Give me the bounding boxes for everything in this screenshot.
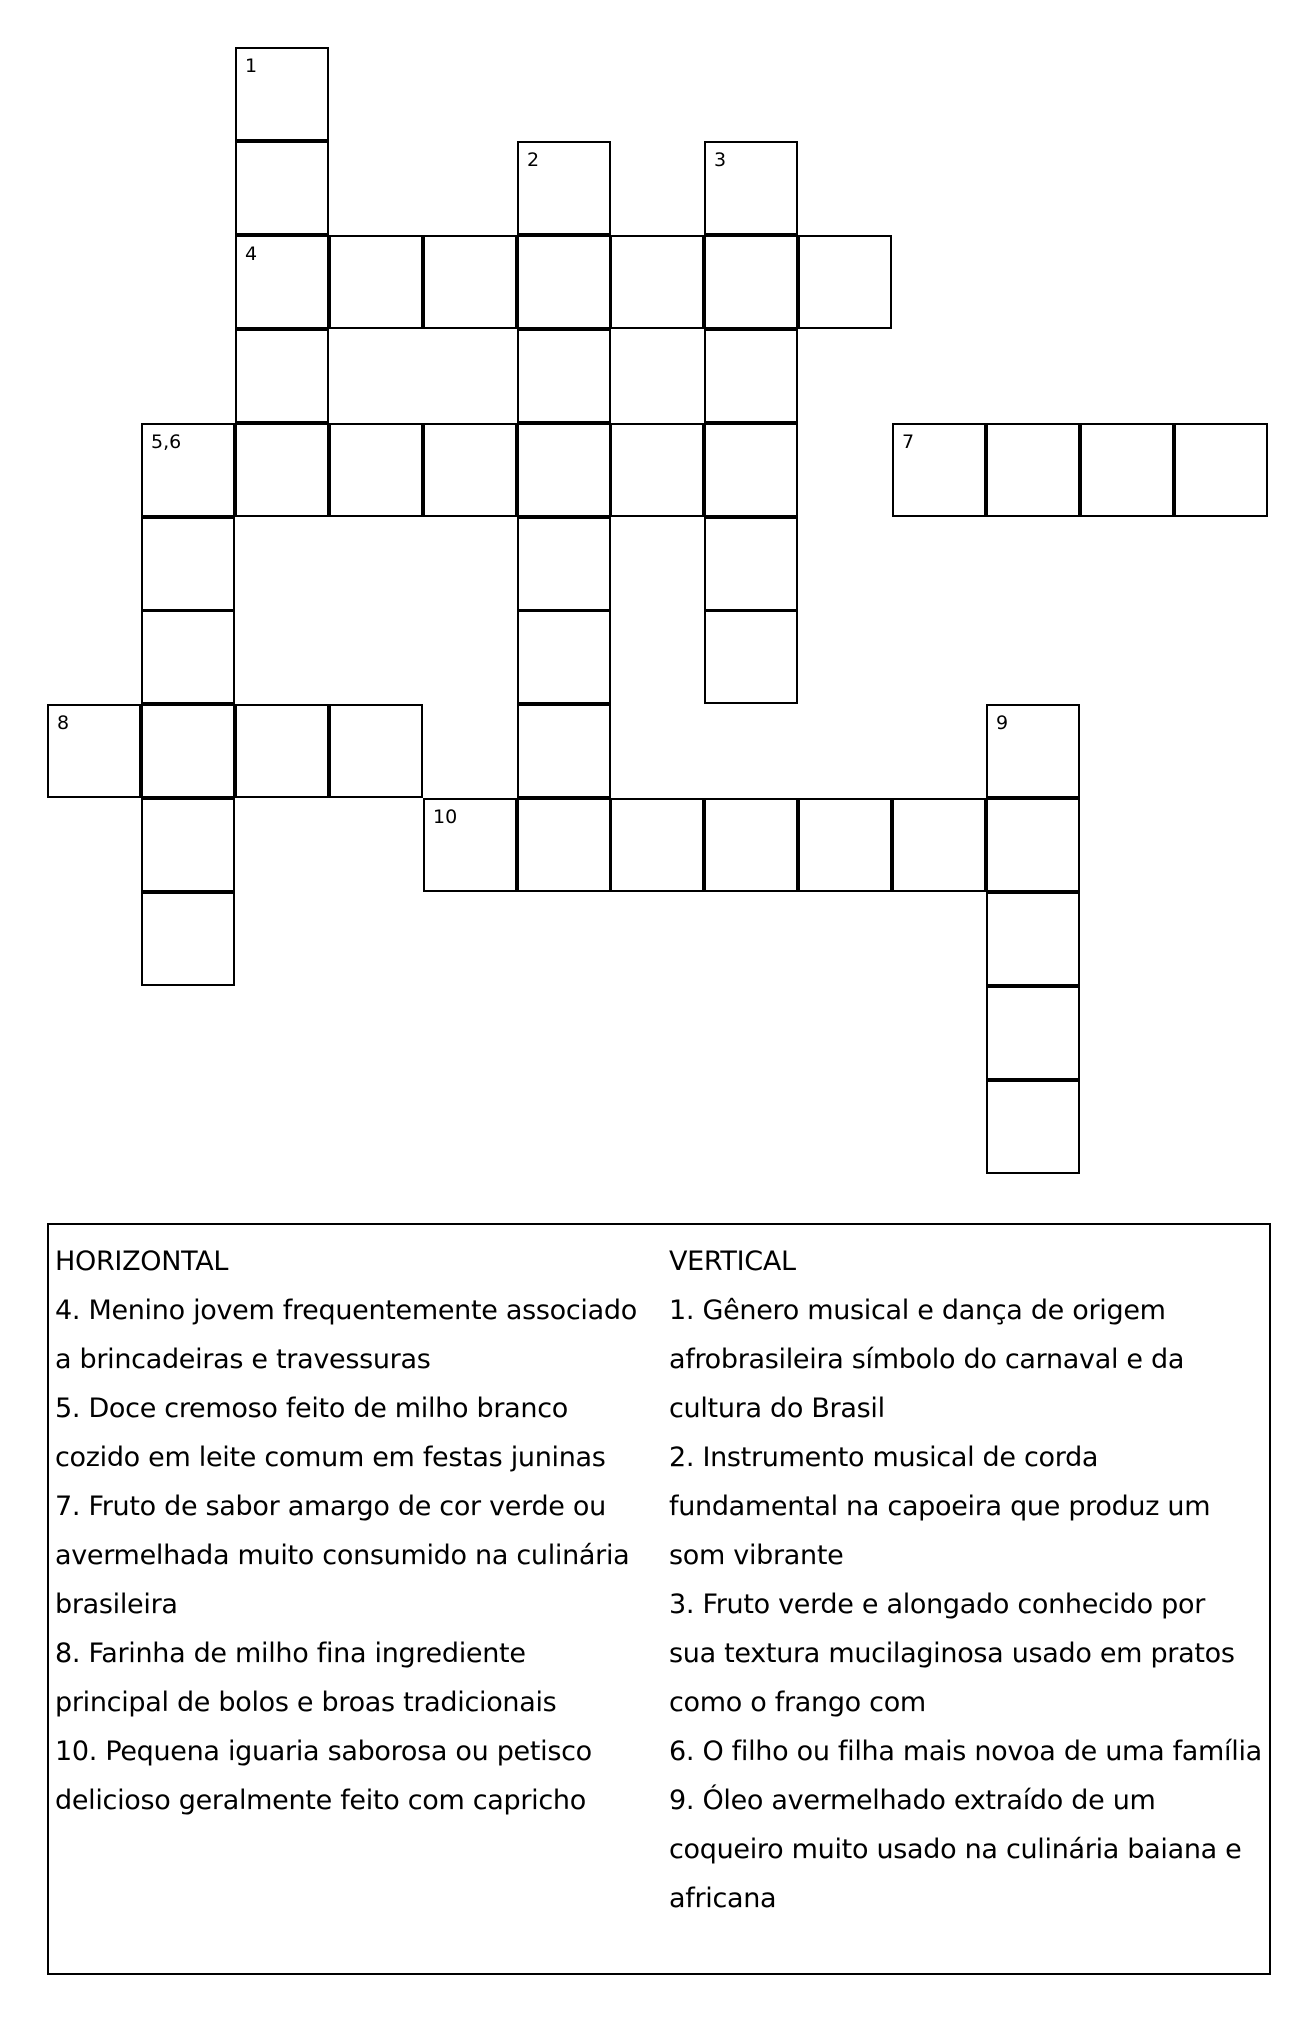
clue-line: brasileira [55,1589,178,1620]
crossword-cell[interactable] [235,235,329,329]
clue-line: 7. Fruto de sabor amargo de cor verde ou [55,1491,606,1522]
crossword-cell[interactable] [517,423,611,517]
clue-line: 1. Gênero musical e dança de origem [669,1295,1166,1326]
crossword-cell[interactable] [704,329,798,423]
clue-line: fundamental na capoeira que produz um [669,1491,1211,1522]
clue-line: principal de bolos e broas tradicionais [55,1687,557,1718]
crossword-cell[interactable] [798,798,892,892]
crossword-cell[interactable] [235,423,329,517]
crossword-cell[interactable] [47,704,141,798]
crossword-cell[interactable] [423,423,517,517]
crossword-cell[interactable] [235,141,329,235]
crossword-cell[interactable] [141,892,235,986]
crossword-cell[interactable] [1174,423,1268,517]
crossword-cell[interactable] [329,423,423,517]
clue-number: 2 [527,149,540,171]
crossword-cell[interactable] [517,798,611,892]
crossword-cell[interactable] [517,704,611,798]
clue-line: 2. Instrumento musical de corda [669,1442,1099,1473]
clue-line: cultura do Brasil [669,1393,885,1424]
crossword-cell[interactable] [141,798,235,892]
crossword-cell[interactable] [141,610,235,704]
crossword-cell[interactable] [141,704,235,798]
crossword-cell[interactable] [986,986,1080,1080]
clue-number: 1 [245,55,258,77]
crossword-cell[interactable] [704,423,798,517]
crossword-cell[interactable] [517,517,611,611]
crossword-cell[interactable] [1080,423,1174,517]
clue-line: 8. Farinha de milho fina ingrediente [55,1638,526,1669]
crossword-cell[interactable] [141,423,235,517]
crossword-cell[interactable] [423,235,517,329]
crossword-cell[interactable] [986,1080,1080,1174]
crossword-cell[interactable] [517,141,611,235]
horizontal-heading: HORIZONTAL [55,1246,229,1277]
crossword-cell[interactable] [704,798,798,892]
crossword-cell[interactable] [986,892,1080,986]
horizontal-clue-list [55,1286,667,1825]
clue-line: avermelhada muito consumido na culinária [55,1540,630,1571]
vertical-clue-list [669,1286,1269,1923]
crossword-cell[interactable] [517,235,611,329]
clue-line: 5. Doce cremoso feito de milho branco [55,1393,568,1424]
vertical-clues [669,1237,1269,1923]
crossword-cell[interactable] [235,47,329,141]
clue-line: como o frango com [669,1687,926,1718]
clue-line: 4. Menino jovem frequentemente associado [55,1295,637,1326]
clue-number: 7 [902,431,915,453]
clue-number: 5,6 [151,431,182,453]
crossword-cell[interactable] [798,235,892,329]
crossword-cell[interactable] [235,329,329,423]
clue-number: 9 [996,712,1009,734]
crossword-cell[interactable] [704,517,798,611]
horizontal-clues [55,1237,667,1825]
crossword-cell[interactable] [704,235,798,329]
crossword-cell[interactable] [517,329,611,423]
clue-line: cozido em leite comum em festas juninas [55,1442,606,1473]
clue-line: 3. Fruto verde e alongado conhecido por [669,1589,1205,1620]
clue-line: afrobrasileira símbolo do carnaval e da [669,1344,1185,1375]
crossword-cell[interactable] [610,423,704,517]
crossword-cell[interactable] [517,610,611,704]
crossword-cell[interactable] [986,798,1080,892]
clue-line: sua textura mucilaginosa usado em pratos [669,1638,1235,1669]
crossword-cell[interactable] [235,704,329,798]
clue-line: delicioso geralmente feito com capricho [55,1785,586,1816]
clue-line: africana [669,1883,777,1914]
clue-line: som vibrante [669,1540,844,1571]
crossword-cell[interactable] [610,235,704,329]
crossword-cell[interactable] [423,798,517,892]
crossword-cell[interactable] [892,423,986,517]
clue-number: 4 [245,243,258,265]
clue-number: 3 [714,149,727,171]
crossword-cell[interactable] [329,235,423,329]
clue-line: 9. Óleo avermelhado extraído de um [669,1785,1156,1816]
vertical-heading: VERTICAL [669,1246,796,1277]
clue-line: coqueiro muito usado na culinária baiana e [669,1834,1242,1865]
clue-number: 8 [57,712,70,734]
clue-number: 10 [433,806,458,828]
crossword-cell[interactable] [704,610,798,704]
clues-box [47,1223,1271,1975]
crossword-cell[interactable] [141,517,235,611]
crossword-cell[interactable] [986,704,1080,798]
clue-line: a brincadeiras e travessuras [55,1344,431,1375]
clue-line: 6. O filho ou filha mais novoa de uma família [669,1736,1262,1767]
crossword-cell[interactable] [892,798,986,892]
crossword-cell[interactable] [986,423,1080,517]
crossword-cell[interactable] [329,704,423,798]
clue-line: 10. Pequena iguaria saborosa ou petisco [55,1736,592,1767]
crossword-cell[interactable] [704,141,798,235]
crossword-cell[interactable] [610,798,704,892]
